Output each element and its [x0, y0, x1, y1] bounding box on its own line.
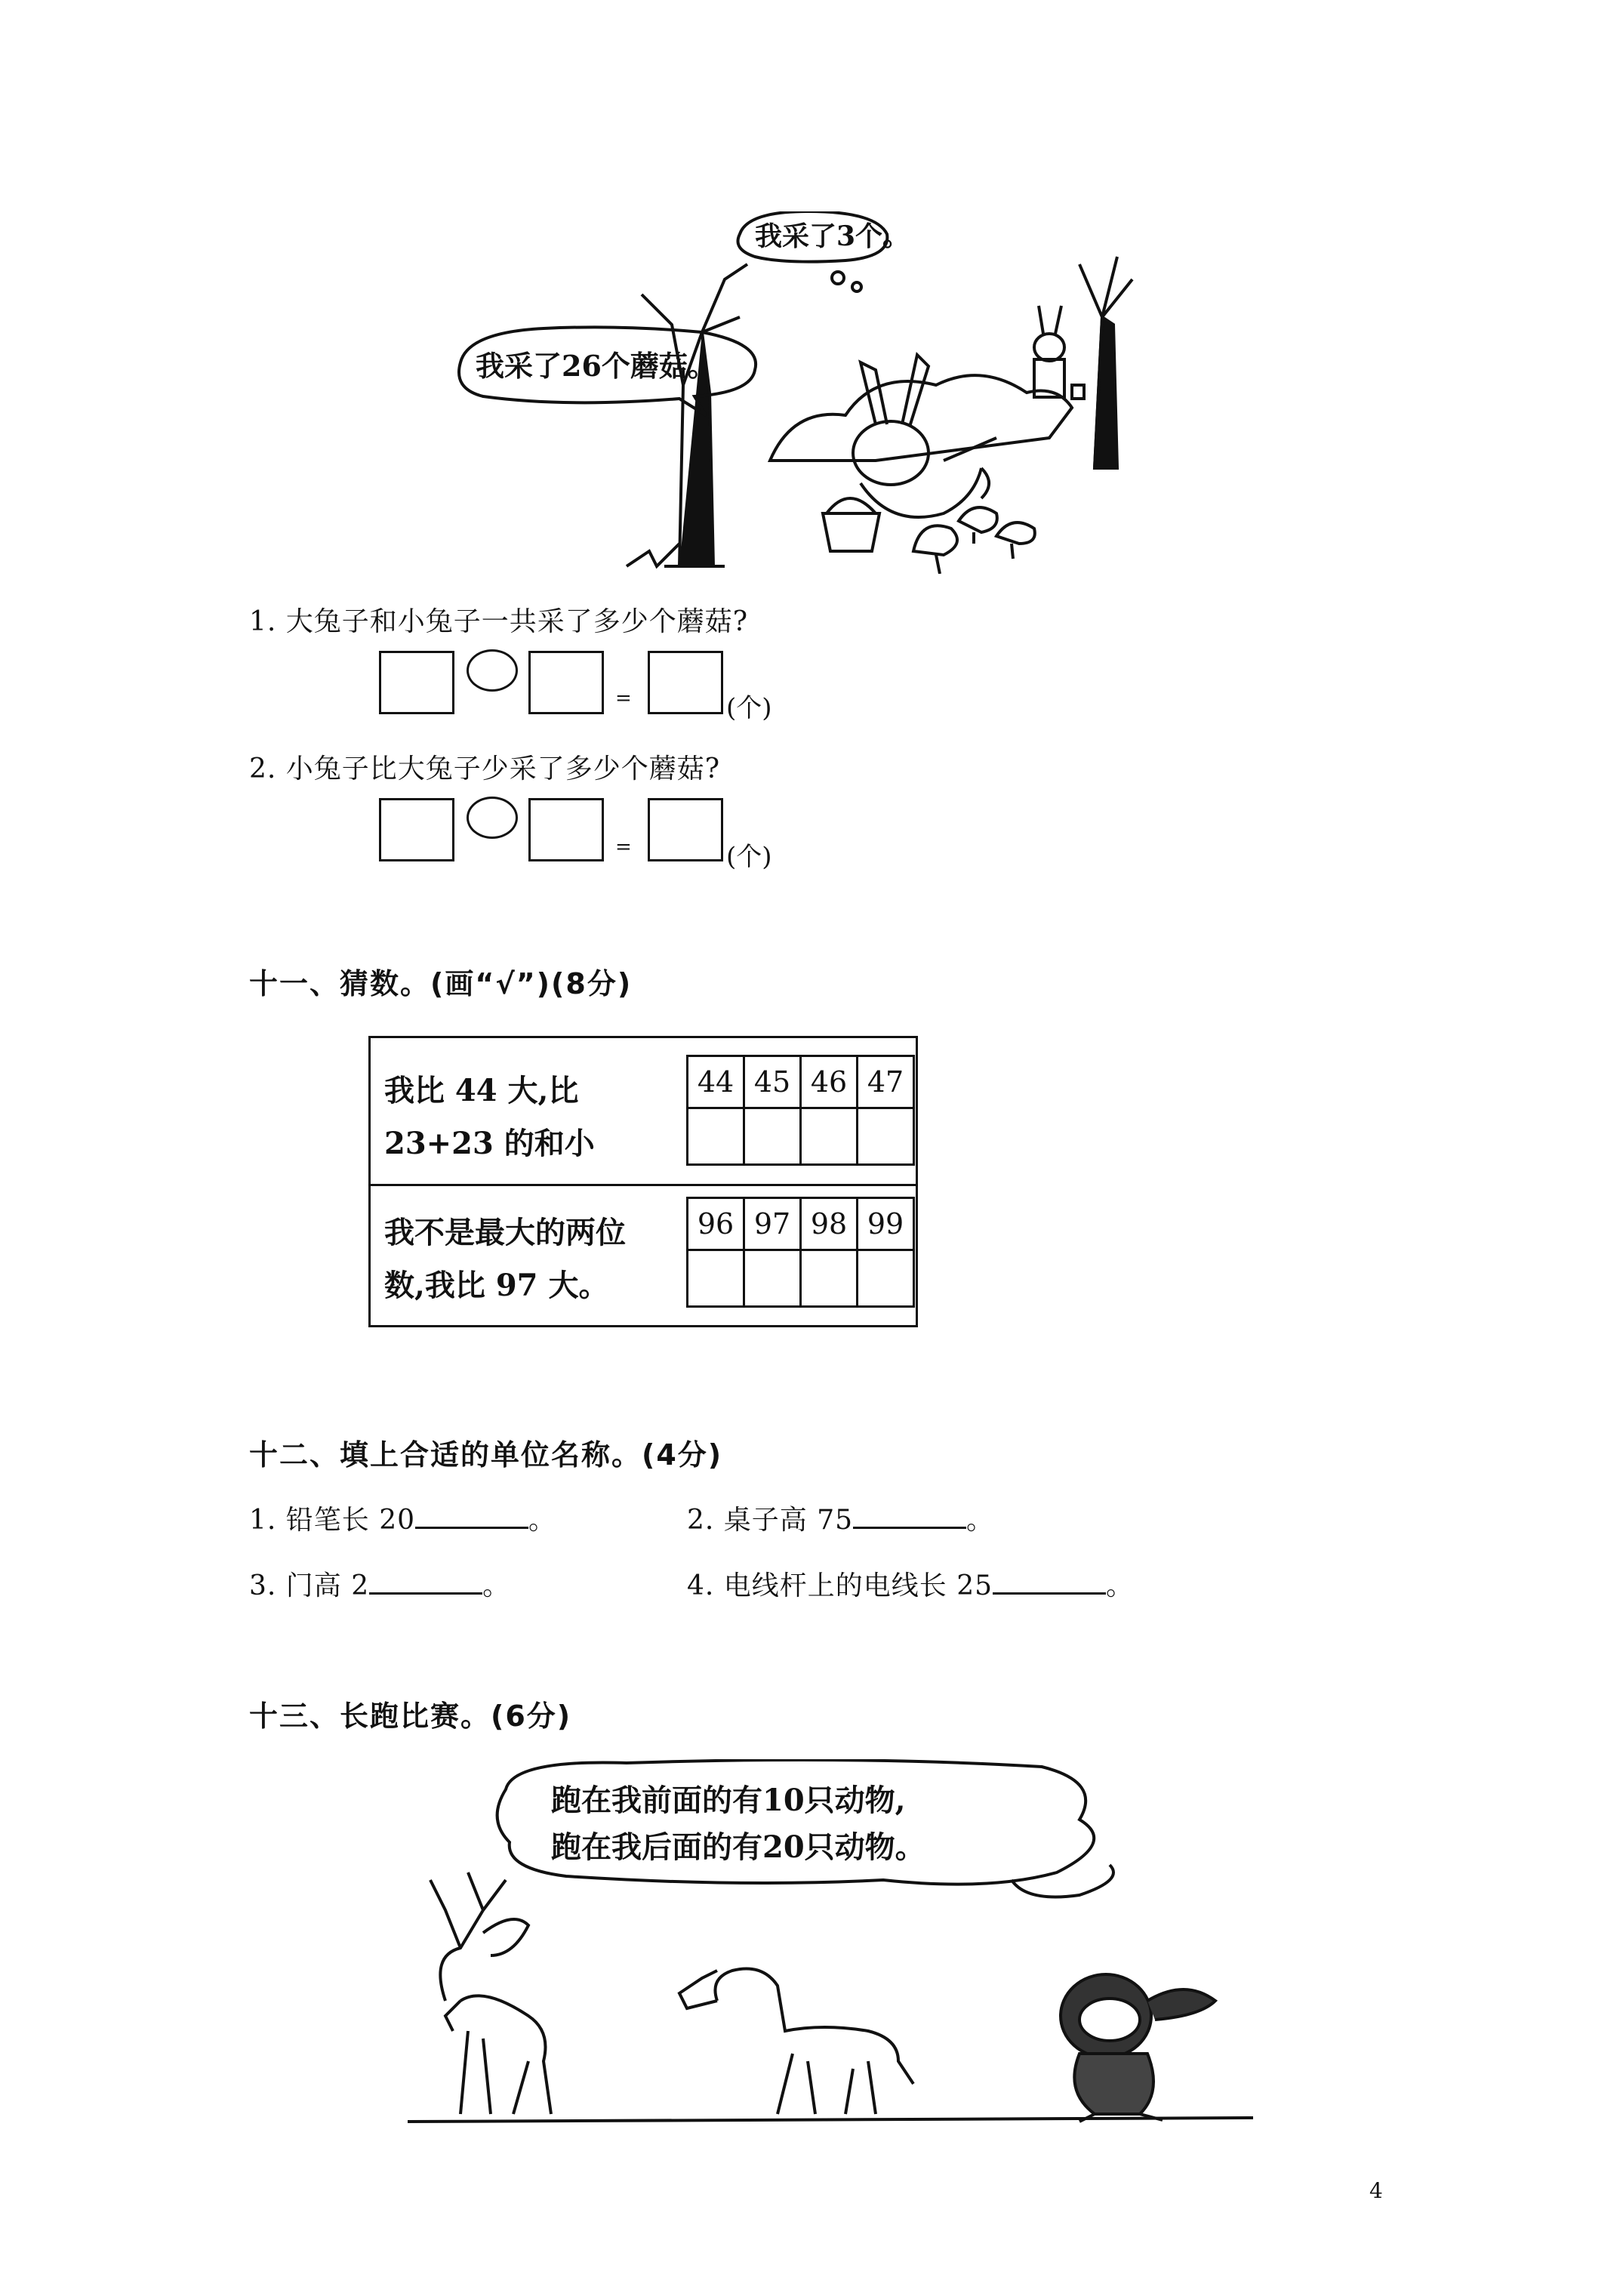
race-bubble-line-1: 跑在我前面的有10只动物, [551, 1783, 906, 1818]
fill-blank[interactable] [369, 1570, 482, 1595]
unit-label: (个) [726, 842, 772, 872]
item-end: 。 [966, 1505, 995, 1536]
item-end: 。 [1106, 1570, 1135, 1601]
unit-item-1 [249, 1499, 556, 1537]
check-cell[interactable] [858, 1108, 914, 1165]
section-11-title: 十一、猜数。(画“√”)(8分) [249, 967, 633, 1000]
guess-row [371, 1186, 916, 1325]
item-text: 2. 桌子高 75 [687, 1505, 854, 1536]
rabbit-mushroom-illustration [453, 211, 1178, 574]
page-number: 4 [1369, 2178, 1383, 2203]
answer-box[interactable] [648, 798, 723, 861]
section-12-title: 十二、填上合适的单位名称。(4分) [249, 1438, 723, 1472]
number-cell: 45 [744, 1056, 801, 1108]
bubble-big-text: 我采了26个蘑菇。 [476, 349, 716, 383]
race-illustration [400, 1759, 1261, 2129]
number-cell: 98 [801, 1198, 858, 1250]
guess-number-table [368, 1036, 918, 1327]
unit-item-4 [687, 1564, 1134, 1603]
clue-line: 我不是最大的两位 [384, 1215, 626, 1250]
check-cell[interactable] [688, 1108, 744, 1165]
race-bubble-line-2: 跑在我后面的有20只动物。 [551, 1829, 925, 1865]
equals-sign: = [615, 687, 632, 710]
section-13-title: 十三、长跑比赛。(6分) [249, 1700, 572, 1733]
check-cell[interactable] [801, 1250, 858, 1307]
check-cell[interactable] [801, 1108, 858, 1165]
number-grid [686, 1197, 915, 1308]
number-cell: 99 [858, 1198, 914, 1250]
item-end: 。 [482, 1570, 511, 1601]
answer-box[interactable] [528, 798, 604, 861]
item-text: 1. 铅笔长 20 [249, 1505, 416, 1536]
question-1: 1. 大兔子和小兔子一共采了多少个蘑菇? [249, 606, 749, 637]
unit-label: (个) [726, 693, 772, 723]
item-end: 。 [528, 1505, 557, 1536]
unit-item-2 [687, 1499, 994, 1537]
number-cell: 47 [858, 1056, 914, 1108]
item-text: 4. 电线杆上的电线长 25 [687, 1570, 993, 1601]
number-cell: 44 [688, 1056, 744, 1108]
guess-row [371, 1038, 916, 1186]
number-grid [686, 1055, 915, 1166]
answer-box[interactable] [379, 798, 454, 861]
number-cell: 46 [801, 1056, 858, 1108]
fill-blank[interactable] [415, 1504, 528, 1529]
clue-line: 我比 44 大,比 [384, 1073, 579, 1108]
bubble-small-text: 我采了3个。 [755, 220, 910, 252]
number-cell: 96 [688, 1198, 744, 1250]
clue-line: 23+23 的和小 [384, 1126, 595, 1161]
operator-oval[interactable] [467, 797, 518, 839]
answer-box[interactable] [379, 651, 454, 714]
unit-item-3 [249, 1564, 510, 1603]
operator-oval[interactable] [467, 649, 518, 692]
check-cell[interactable] [688, 1250, 744, 1307]
fill-blank[interactable] [993, 1570, 1106, 1595]
item-text: 3. 门高 2 [249, 1570, 370, 1601]
equals-sign: = [615, 836, 632, 858]
clue-line: 数,我比 97 大。 [384, 1268, 609, 1303]
answer-box[interactable] [528, 651, 604, 714]
question-2: 2. 小兔子比大兔子少采了多少个蘑菇? [249, 754, 721, 784]
check-cell[interactable] [744, 1108, 801, 1165]
fill-blank[interactable] [853, 1504, 966, 1529]
check-cell[interactable] [744, 1250, 801, 1307]
answer-box[interactable] [648, 651, 723, 714]
number-cell: 97 [744, 1198, 801, 1250]
check-cell[interactable] [858, 1250, 914, 1307]
